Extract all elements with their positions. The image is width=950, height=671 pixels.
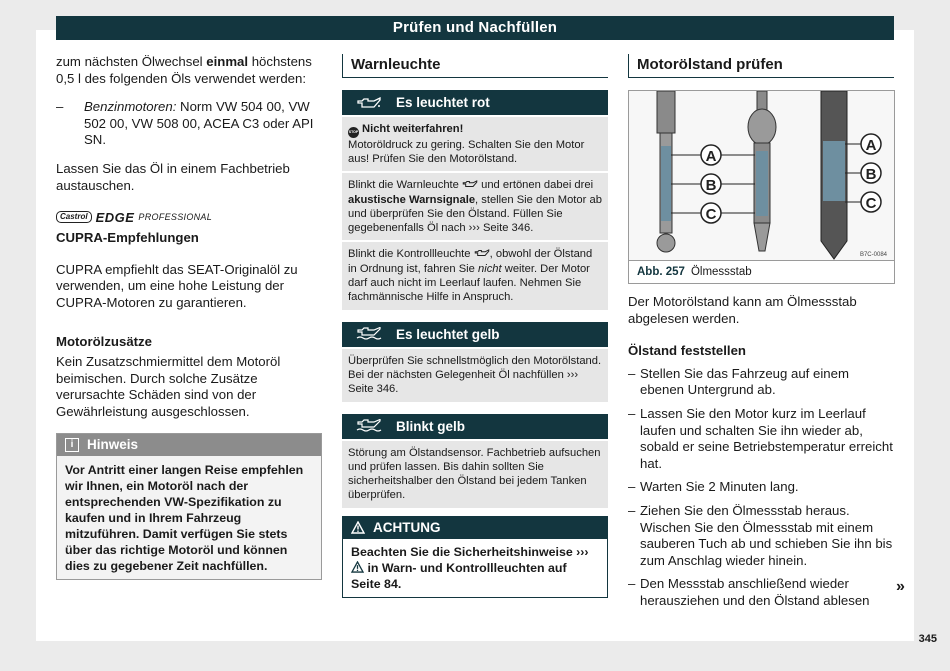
- figure-label-c: C: [705, 206, 717, 223]
- exchange-paragraph: Lassen Sie das Öl in einem Fachbetrieb austauschen.: [56, 160, 290, 193]
- oil-can-icon: [462, 180, 478, 188]
- additives-heading: Motorölzusätze: [56, 333, 152, 349]
- hinweis-text: Vor Antritt einer langen Reise empfehlen wir Ihnen, ein Motoröl nach der entsprechenden VW-Spezifikation zu kaufen und in Ihrem Fahrzeug mitzuführen. Damit verfügen Sie stets über das richtige Motoröl und können dies zu gegebener Zeit nachfüllen.: [65, 462, 304, 573]
- list-item: – Ziehen Sie den Ölmessstab heraus. Wischen Sie den Ölmessstab mit einem sauberen Tuch ab und schieben Sie ihn bis zum Anschlag wieder hinein.: [628, 502, 893, 568]
- dipstick-illustration: [629, 91, 894, 261]
- figure-dipstick: [628, 90, 895, 284]
- list-item: – Warten Sie 2 Minuten lang.: [628, 479, 799, 495]
- oil-can-icon: [356, 97, 382, 109]
- achtung-text: Beachten Sie die Sicherheitshinweise ››› in Warn- und Kontrollleuchten auf Seite 84.: [351, 544, 589, 591]
- stop-icon: STOP: [348, 127, 359, 138]
- yellow-cell: Überprüfen Sie schnellstmöglich den Motorölstand. Bei der nächsten Gelegenheit Öl nachfüllen ››› Seite 346.: [342, 349, 608, 402]
- info-icon: i: [65, 438, 79, 452]
- blinking-cell: Störung am Ölstandsensor. Fachbetrieb aufsuchen und prüfen lassen. Bis dahin sollten Sie sicherheitshalber den Ölstand bei jedem Tanken überprüfen.: [342, 441, 608, 508]
- red-cell-3: Blinkt die Kontrollleuchte , obwohl der Ölstand in Ordnung ist, fahren Sie nicht weiter. Der Motor darf auch nicht im Leerlauf laufen. Nehmen Sie fachmännische Hilfe in Anspruch.: [342, 242, 608, 309]
- warn-header-blinking: Blinkt gelb: [342, 414, 608, 439]
- column-middle: [342, 54, 608, 598]
- cupra-heading: CUPRA-Empfehlungen: [56, 230, 199, 246]
- red-cell-1: STOP Nicht weiterfahren! Motoröldruck zu gering. Schalten Sie den Motor aus! Prüfen Sie den Motorölstand.: [342, 117, 608, 171]
- figure-label-b: B: [705, 177, 717, 194]
- hinweis-box: [56, 433, 322, 580]
- figure-label-c-right: C: [865, 195, 877, 212]
- page-title: Prüfen und Nachfüllen: [56, 16, 894, 40]
- dipstick-drawing: [629, 91, 894, 260]
- intro-paragraph: zum nächsten Ölwechsel einmal höchstens 0,5 l des folgenden Öls verwendet werden:: [56, 54, 312, 86]
- red-cell-2: Blinkt die Warnleuchte und ertönen dabei drei akustische Warnsignale, stellen Sie den Motor ab und überprüfen Sie den Ölstand. Füllen Sie gegebenenfalls Öl nach ››› Seite 346.: [342, 173, 608, 240]
- warning-triangle-icon: [351, 561, 364, 573]
- list-item: – Den Messstab anschließend wieder herausziehen und den Ölstand ablesen: [628, 576, 870, 608]
- figure-code: B7C-0084: [859, 252, 887, 258]
- castrol-edge-logo: Castrol EDGE PROFESSIONAL: [56, 210, 322, 224]
- list-item: – Stellen Sie das Fahrzeug auf einem ebenen Untergrund ab.: [628, 365, 849, 398]
- cupra-paragraph: CUPRA empfiehlt das SEAT-Originalöl zu verwenden, um eine hohe Leistung der CUPRA-Motoren zu garantieren.: [56, 261, 298, 310]
- figure-label-a-right: A: [865, 137, 877, 154]
- continue-marker: »: [896, 578, 905, 595]
- oil-level-icon: [356, 419, 382, 433]
- warn-header-red: Es leuchtet rot: [342, 90, 608, 115]
- section-title-motoroelstand: Motorölstand prüfen: [628, 54, 894, 78]
- oil-level-icon: [356, 327, 382, 341]
- column-left: [56, 54, 322, 580]
- oil-level-heading: Ölstand feststellen: [628, 343, 746, 359]
- page-number: 345: [918, 633, 937, 645]
- list-item: – Benzinmotoren: Norm VW 504 00, VW 502 00, VW 508 00, ACEA C3 oder API SN.: [56, 99, 314, 148]
- column-right: [628, 54, 894, 610]
- section-title-warnleuchte: Warnleuchte: [342, 54, 608, 78]
- figure-label-b-right: B: [865, 166, 877, 183]
- list-item: – Lassen Sie den Motor kurz im Leerlauf laufen und schalten Sie ihn wieder ab, sobald er seine Betriebstemperatur erreicht hat.: [628, 405, 893, 471]
- warning-triangle-icon: [351, 521, 365, 534]
- achtung-box: [342, 516, 608, 598]
- oil-can-icon: [474, 249, 490, 257]
- hinweis-header: i Hinweis: [57, 434, 321, 456]
- dipstick-paragraph: Der Motorölstand kann am Ölmessstab abgelesen werden.: [628, 294, 857, 326]
- figure-caption: Abb. 257 Ölmessstab: [637, 266, 752, 278]
- achtung-header: ACHTUNG: [343, 517, 607, 539]
- warn-header-yellow: Es leuchtet gelb: [342, 322, 608, 347]
- additives-paragraph: Kein Zusatzschmiermittel dem Motoröl beimischen. Durch solche Zusätze verursachte Schäden sind von der Gewährleistung ausgeschlossen.: [56, 354, 281, 419]
- figure-label-a: A: [705, 148, 717, 165]
